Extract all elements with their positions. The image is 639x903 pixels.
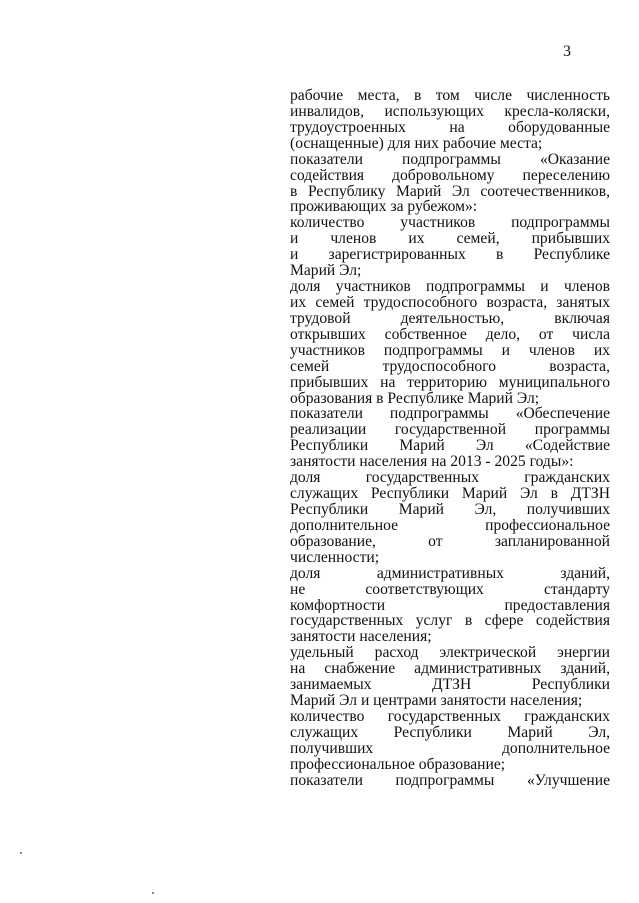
text-line: служащих Республики Марий Эл в ДТЗН — [290, 486, 610, 502]
text-line: содействия добровольному переселению — [290, 167, 610, 184]
text-line: реализации государственной программы — [290, 422, 610, 439]
text-line: участников подпрограммы и членов их — [290, 342, 610, 359]
text-line: (оснащенные) для них рабочие места; — [290, 135, 543, 152]
scan-speck — [152, 892, 154, 894]
text-line: показатели подпрограммы «Обеспечение — [290, 406, 610, 423]
text-line: служащих Республики Марий Эл, — [290, 724, 610, 741]
text-line: доля государственных гражданских — [290, 470, 610, 487]
text-line: получивших дополнительное — [290, 740, 610, 757]
text-line: и зарегистрированных в Республике — [290, 247, 610, 264]
text-line: занятости населения; — [290, 629, 432, 646]
text-line: количество участников подпрограммы — [290, 215, 610, 232]
text-line: трудовой деятельностью, включая — [290, 310, 610, 327]
text-line: и членов их семей, прибывших — [290, 231, 610, 248]
page-number: 3 — [563, 43, 571, 60]
text-line: на снабжение административных зданий, — [290, 661, 610, 678]
text-line: Республики Марий Эл, получивших — [290, 501, 610, 518]
text-line: численности; — [290, 549, 380, 566]
text-line: трудоустроенных на оборудованные — [290, 119, 610, 136]
text-line: занятости населения на 2013 - 2025 годы»: — [290, 454, 574, 471]
text-line: открывших собственное дело, от числа — [290, 326, 610, 343]
text-line: показатели подпрограммы «Улучшение — [290, 772, 610, 789]
text-line: занимаемых ДТЗН Республики — [290, 677, 610, 694]
text-line: образования в Республике Марий Эл; — [290, 390, 540, 407]
text-line: профессиональное образование; — [290, 756, 506, 773]
text-line: инвалидов, использующих кресла-коляски, — [290, 103, 610, 120]
text-line: образование, от запланированной — [290, 533, 610, 550]
text-line: доля участников подпрограммы и членов — [290, 279, 610, 295]
text-line: рабочие места, в том числе численность — [290, 88, 610, 104]
text-line: прибывших на территорию муниципального — [290, 374, 610, 391]
text-line: семей трудоспособного возраста, — [290, 358, 610, 375]
text-line: государственных услуг в сфере содействия — [290, 613, 610, 630]
text-line: удельный расход электрической энергии — [290, 645, 610, 662]
body-text-column — [290, 88, 610, 789]
text-line: Республики Марий Эл «Содействие — [290, 438, 610, 455]
text-line: комфортности предоставления — [290, 597, 610, 614]
text-line: в Республику Марий Эл соотечественников, — [290, 183, 610, 200]
text-line: доля административных зданий, — [290, 565, 610, 582]
text-line: их семей трудоспособного возраста, занятых — [290, 294, 610, 311]
text-line: показатели подпрограммы «Оказание — [290, 151, 610, 168]
text-line: дополнительное профессиональное — [290, 517, 610, 534]
scan-speck — [20, 852, 22, 854]
text-line: Марий Эл и центрами занятости населения; — [290, 693, 583, 709]
text-line: Марий Эл; — [290, 263, 362, 280]
text-line: проживающих за рубежом»: — [290, 199, 478, 216]
text-line: количество государственных гражданских — [290, 708, 610, 725]
text-line: не соответствующих стандарту — [290, 581, 610, 598]
